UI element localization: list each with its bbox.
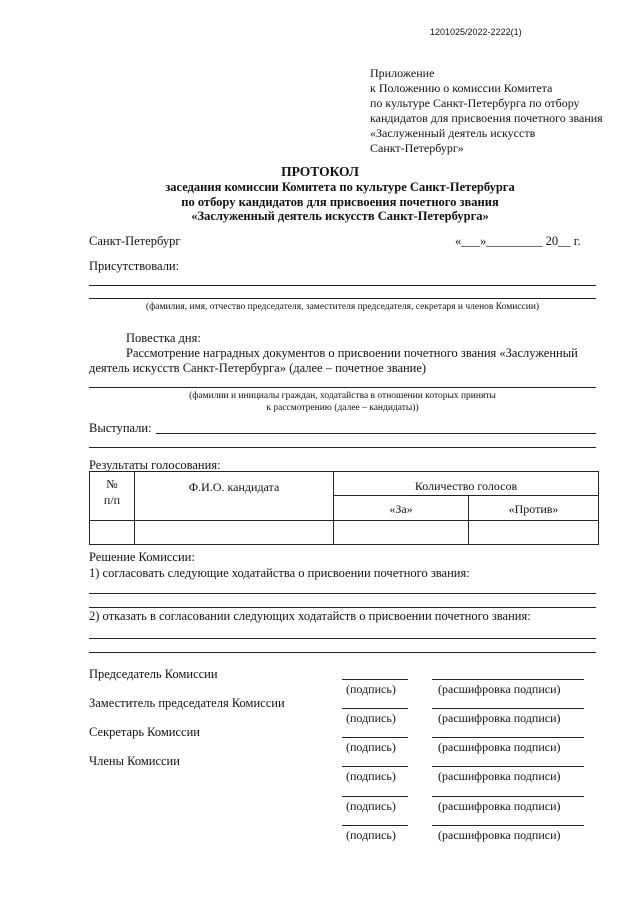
candidates-caption: (фамилии и инициалы граждан, ходатайства в отношении которых приняты bbox=[189, 391, 496, 401]
chairman-label: Председатель Комиссии bbox=[89, 667, 218, 681]
signature-decode-caption: (расшифровка подписи) bbox=[438, 828, 561, 842]
decision-item-approve: 1) согласовать следующие ходатайства о присвоении почетного звания: bbox=[89, 566, 470, 580]
signature-caption: (подпись) bbox=[346, 799, 396, 813]
signature-line[interactable] bbox=[342, 679, 408, 680]
title-line: заседания комиссии Комитета по культуре Санкт-Петербурга bbox=[165, 180, 515, 194]
column-against-header: «Против» bbox=[469, 496, 599, 521]
signature-line[interactable] bbox=[342, 825, 408, 826]
present-label: Присутствовали: bbox=[89, 259, 180, 273]
candidates-caption: к рассмотрению (далее – кандидаты)) bbox=[266, 403, 419, 413]
signature-caption: (подпись) bbox=[346, 828, 396, 842]
date-field[interactable]: «___»_________ 20__ г. bbox=[455, 234, 581, 248]
reject-input-line[interactable] bbox=[89, 638, 596, 639]
approve-input-line[interactable] bbox=[89, 607, 596, 608]
deputy-label: Заместитель председателя Комиссии bbox=[89, 696, 285, 710]
column-for-header: «За» bbox=[334, 496, 469, 521]
protocol-heading: ПРОТОКОЛ bbox=[281, 164, 359, 179]
signature-decode-caption: (расшифровка подписи) bbox=[438, 711, 561, 725]
signature-line[interactable] bbox=[342, 737, 408, 738]
signature-decode-line[interactable] bbox=[432, 737, 584, 738]
voting-table bbox=[89, 471, 599, 545]
decision-label: Решение Комиссии: bbox=[89, 550, 195, 564]
place-label: Санкт-Петербург bbox=[89, 234, 181, 248]
appendix-line: Санкт-Петербург» bbox=[370, 141, 464, 155]
signature-decode-caption: (расшифровка подписи) bbox=[438, 740, 561, 754]
approve-input-line[interactable] bbox=[89, 593, 596, 594]
present-caption: (фамилия, имя, отчество председателя, заместителя председателя, секретаря и членов Комиссии) bbox=[145, 302, 540, 312]
appendix-block bbox=[370, 66, 620, 156]
signature-decode-line[interactable] bbox=[432, 825, 584, 826]
signature-decode-line[interactable] bbox=[432, 708, 584, 709]
reject-input-line[interactable] bbox=[89, 652, 596, 653]
agenda-text: деятель искусств Санкт-Петербурга» (далее – почетное звание) bbox=[89, 361, 427, 375]
table-cell[interactable] bbox=[334, 521, 469, 545]
speakers-label: Выступали: bbox=[89, 421, 152, 435]
speakers-input-line[interactable] bbox=[156, 433, 596, 434]
speakers-input-line[interactable] bbox=[89, 447, 596, 448]
signature-line[interactable] bbox=[342, 766, 408, 767]
signature-decode-caption: (расшифровка подписи) bbox=[438, 799, 561, 813]
decision-item-reject: 2) отказать в согласовании следующих ходатайств о присвоении почетного звания: bbox=[89, 609, 531, 623]
present-input-line[interactable] bbox=[89, 285, 596, 286]
appendix-line: к Положению о комиссии Комитета bbox=[370, 81, 553, 95]
candidates-input-line[interactable] bbox=[89, 387, 596, 388]
members-label: Члены Комиссии bbox=[89, 754, 180, 768]
title-line: «Заслуженный деятель искусств Санкт-Петербурга» bbox=[191, 209, 489, 223]
signature-line[interactable] bbox=[342, 796, 408, 797]
agenda-text: Рассмотрение наградных документов о присвоении почетного звания «Заслуженный bbox=[126, 346, 578, 360]
signature-line[interactable] bbox=[342, 708, 408, 709]
appendix-line: Приложение bbox=[370, 66, 435, 80]
present-input-line[interactable] bbox=[89, 298, 596, 299]
title-line: по отбору кандидатов для присвоения почетного звания bbox=[181, 195, 499, 209]
table-cell[interactable] bbox=[90, 521, 135, 545]
signature-decode-line[interactable] bbox=[432, 796, 584, 797]
appendix-line: кандидатов для присвоения почетного звания bbox=[370, 111, 603, 125]
table-row bbox=[90, 521, 599, 545]
signature-caption: (подпись) bbox=[346, 682, 396, 696]
table-cell[interactable] bbox=[135, 521, 334, 545]
signature-decode-line[interactable] bbox=[432, 766, 584, 767]
signature-caption: (подпись) bbox=[346, 740, 396, 754]
column-number-header: № п/п bbox=[90, 472, 135, 521]
column-votes-header: Количество голосов bbox=[334, 472, 599, 496]
signature-caption: (подпись) bbox=[346, 711, 396, 725]
signature-decode-line[interactable] bbox=[432, 679, 584, 680]
results-label: Результаты голосования: bbox=[89, 458, 221, 472]
column-name-header: Ф.И.О. кандидата bbox=[135, 472, 334, 521]
agenda-label: Повестка дня: bbox=[126, 331, 201, 345]
signature-decode-caption: (расшифровка подписи) bbox=[438, 682, 561, 696]
appendix-line: «Заслуженный деятель искусств bbox=[370, 126, 536, 140]
document-code: 1201025/2022-2222(1) bbox=[430, 27, 522, 37]
table-cell[interactable] bbox=[469, 521, 599, 545]
secretary-label: Секретарь Комиссии bbox=[89, 725, 200, 739]
signature-decode-caption: (расшифровка подписи) bbox=[438, 769, 561, 783]
signature-caption: (подпись) bbox=[346, 769, 396, 783]
appendix-line: по культуре Санкт-Петербурга по отбору bbox=[370, 96, 580, 110]
